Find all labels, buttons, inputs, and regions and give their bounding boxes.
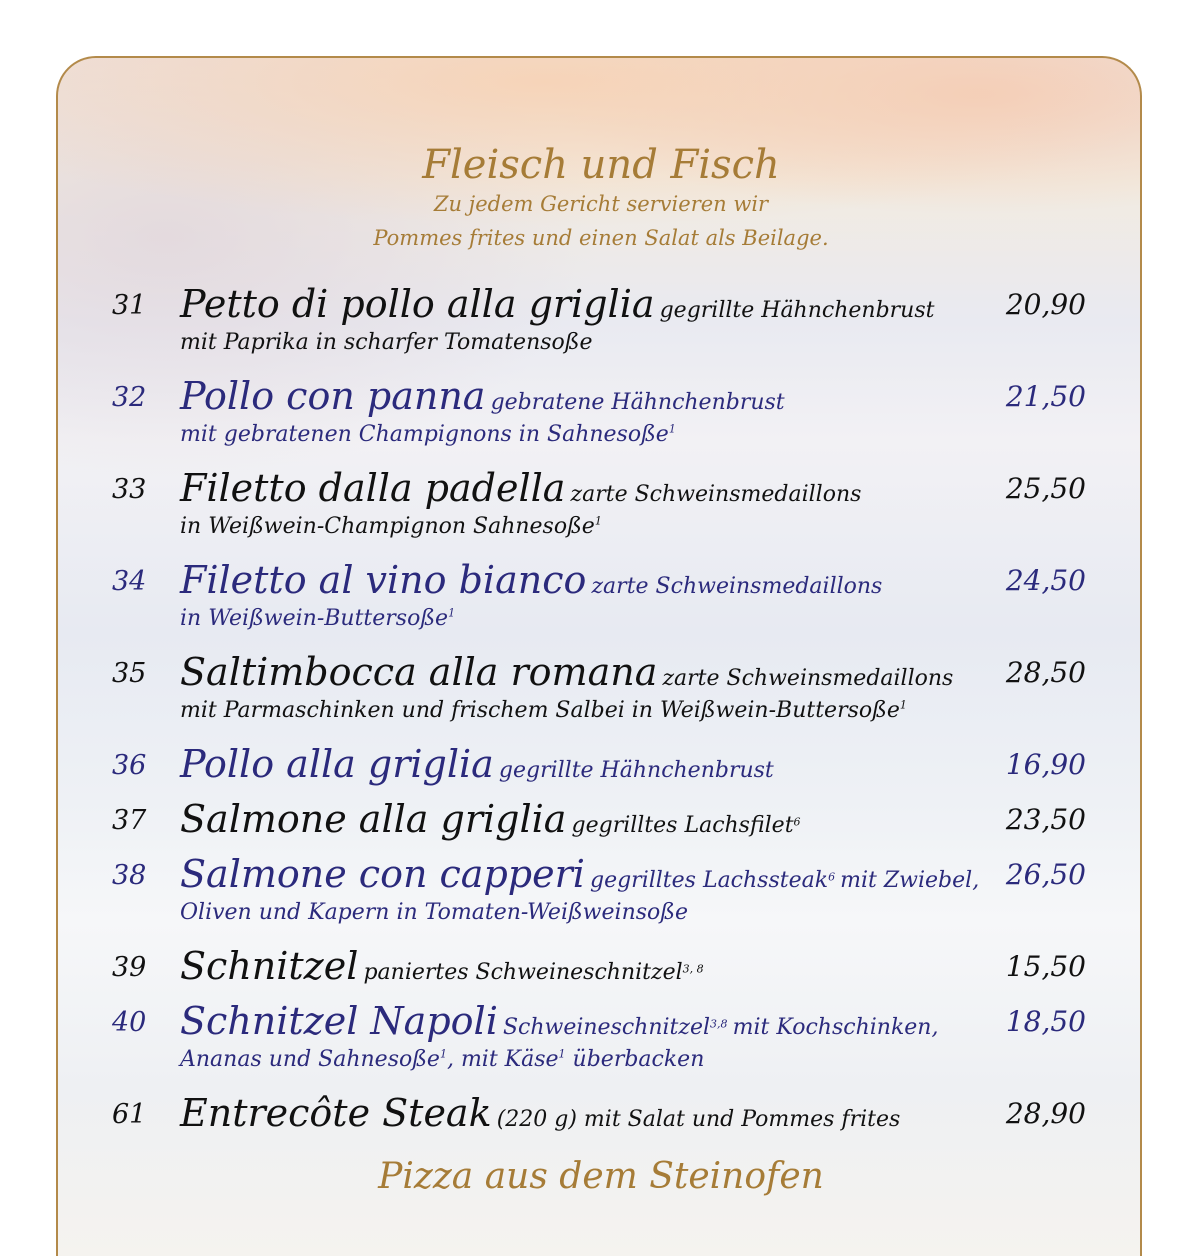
item-name: Salmone con capperi [180,852,585,896]
item-name: Pollo con panna [180,374,486,418]
item-number: 38 [112,860,147,891]
item-price: 18,50 [1005,1005,1086,1038]
item-number: 32 [112,382,147,413]
item-description-line2-part: überbacken [572,1047,705,1072]
item-number: 61 [112,1099,147,1130]
item-price: 21,50 [1005,380,1086,413]
item-description-continued: mit Kochschinken, [732,1015,939,1040]
allergen-footnote: 1 [594,514,602,528]
item-description: zarte Schweinsmedaillons [591,574,883,599]
item-description: gegrilltes Lachssteak [590,868,829,893]
item-description-line2: Ananas und Sahnesoße [180,1047,440,1072]
allergen-footnote: 1 [899,698,907,712]
item-price: 28,90 [1005,1097,1086,1130]
item-name: Entrecôte Steak [180,1091,492,1135]
item-description: Schweineschnitzel [502,1015,711,1040]
allergen-footnote: 6 [828,870,836,884]
item-price: 15,50 [1005,950,1086,983]
item-number: 37 [112,805,147,836]
item-description-line2: in Weißwein-Buttersoße [180,606,449,631]
item-description-line2: mit Paprika in scharfer Tomatensoße [180,330,593,355]
item-description-line2-part: , mit Käse [446,1047,559,1072]
item-name: Schnitzel Napoli [180,999,498,1043]
item-description-line2: Oliven und Kapern in Tomaten-Weißweinsoße [180,900,688,925]
item-description: gegrillte Hähnchenbrust [498,758,774,783]
item-description: paniertes Schweineschnitzel [363,960,683,985]
item-description-line2: in Weißwein-Champignon Sahnesoße [180,514,595,539]
item-price: 16,90 [1005,748,1086,781]
item-number: 35 [112,658,147,689]
item-name: Filetto dalla padella [180,466,566,510]
allergen-footnote: 1 [448,606,456,620]
section-subtitle-line1: Zu jedem Gericht servieren wir [433,192,769,216]
item-price: 24,50 [1005,564,1086,597]
item-description-line2: mit gebratenen Champignons in Sahnesoße [180,422,669,447]
item-number: 39 [112,952,147,983]
item-description-continued: mit Zwiebel, [840,868,980,893]
section-title: Fleisch und Fisch [422,142,780,188]
item-price: 26,50 [1005,858,1086,891]
item-name: Saltimbocca alla romana [180,650,658,694]
item-description: zarte Schweinsmedaillons [570,482,862,507]
allergen-footnote: 1 [668,422,676,436]
item-number: 34 [112,566,147,597]
item-description: gebratene Hähnchenbrust [490,390,785,415]
item-price: 23,50 [1005,803,1086,836]
item-name: Schnitzel [180,944,359,988]
allergen-footnote: 6 [793,815,801,829]
item-description: zarte Schweinsmedaillons [662,666,954,691]
allergen-footnote: 1 [558,1047,566,1061]
item-name: Salmone alla griglia [180,797,567,841]
item-name: Filetto al vino bianco [180,558,587,602]
allergen-footnote: 1 [439,1047,447,1061]
item-description: gegrilltes Lachsfilet [571,813,794,838]
item-description: (220 g) mit Salat und Pommes frites [496,1107,901,1132]
allergen-footnote: 3,8 [710,1017,728,1031]
item-number: 33 [112,474,147,505]
section-subtitle-line2: Pommes frites und einen Salat als Beilage. [373,226,829,250]
item-number: 36 [112,750,147,781]
item-description: gegrillte Hähnchenbrust [659,298,935,323]
menu-card [56,56,1142,1256]
item-name: Petto di pollo alla griglia [180,282,655,326]
next-section-title: Pizza aus dem Steinofen [378,1156,824,1197]
item-price: 20,90 [1005,288,1086,321]
item-number: 40 [112,1007,147,1038]
allergen-footnote: 3, 8 [682,962,704,976]
item-price: 28,50 [1005,656,1086,689]
item-number: 31 [112,290,147,321]
item-price: 25,50 [1005,472,1086,505]
item-description-line2: mit Parmaschinken und frischem Salbei in Weißwein-Buttersoße [180,698,900,723]
item-name: Pollo alla griglia [180,742,494,786]
